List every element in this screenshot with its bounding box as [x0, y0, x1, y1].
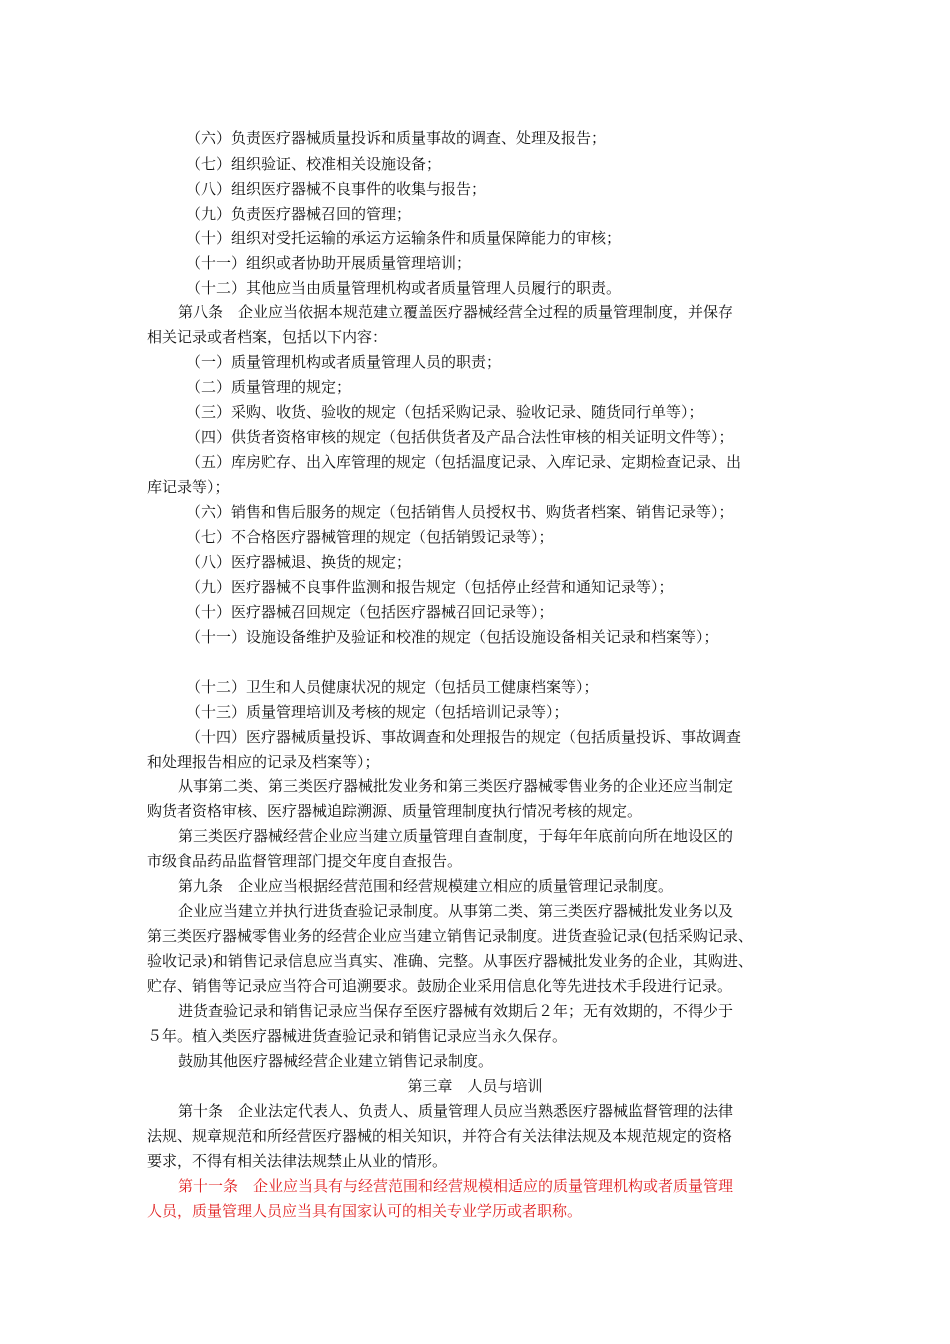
text-line: 法规、规章规范和所经营医疗器械的相关知识，并符合有关法律法规及本规范规定的资格 [147, 1127, 733, 1145]
list-item: （六）销售和售后服务的规定（包括销售人员授权书、购货者档案、销售记录等）； [186, 503, 734, 521]
text-line: ５年。植入类医疗器械进货查验记录和销售记录应当永久保存。 [147, 1027, 568, 1045]
paragraph-line: 进货查验记录和销售记录应当保存至医疗器械有效期后２年；无有效期的，不得少于 [178, 1002, 734, 1020]
text-line: （十）组织对受托运输的承运方运输条件和质量保障能力的审核； [186, 229, 622, 247]
list-item: （四）供货者资格审核的规定（包括供货者及产品合法性审核的相关证明文件等）； [186, 428, 734, 446]
article-heading-10: 第十条 企业法定代表人、负责人、质量管理人员应当熟悉医疗器械监督管理的法律 [178, 1102, 734, 1120]
paragraph-line: 第三类医疗器械经营企业应当建立质量管理自查制度，于每年年底前向所在地设区的 [178, 827, 734, 845]
list-item: （一）质量管理机构或者质量管理人员的职责； [186, 353, 502, 371]
text-line: 库记录等）； [147, 478, 230, 496]
list-item: （二）质量管理的规定； [186, 378, 352, 396]
list-item: （十）医疗器械召回规定（包括医疗器械召回记录等）； [186, 603, 554, 621]
text-line: 相关记录或者档案，包括以下内容： [147, 328, 388, 346]
text-line: 和处理报告相应的记录及档案等）； [147, 753, 380, 771]
text-line: （七）组织验证、校准相关设施设备； [186, 155, 442, 173]
list-item: （九）医疗器械不良事件监测和报告规定（包括停止经营和通知记录等）； [186, 578, 674, 596]
list-item: （十二）卫生和人员健康状况的规定（包括员工健康档案等）； [186, 678, 599, 696]
highlighted-text-line: 人员，质量管理人员应当具有国家认可的相关专业学历或者职称。 [147, 1202, 583, 1220]
list-item: （十一）设施设备维护及验证和校准的规定（包括设施设备相关记录和档案等）； [186, 628, 719, 646]
text-line: （九）负责医疗器械召回的管理； [186, 205, 412, 223]
text-line: （六）负责医疗器械质量投诉和质量事故的调查、处理及报告； [186, 129, 607, 147]
paragraph-line: 从事第二类、第三类医疗器械批发业务和第三类医疗器械零售业务的企业还应当制定 [178, 777, 734, 795]
article-heading-11-highlighted: 第十一条 企业应当具有与经营范围和经营规模相适应的质量管理机构或者质量管理 [178, 1177, 734, 1195]
paragraph-line: 企业应当建立并执行进货查验记录制度。从事第二类、第三类医疗器械批发业务以及 [178, 902, 734, 920]
text-line: （十二）其他应当由质量管理机构或者质量管理人员履行的职责。 [186, 279, 622, 297]
text-line: 购货者资格审核、医疗器械追踪溯源、质量管理制度执行情况考核的规定。 [147, 802, 643, 820]
text-line: 要求，不得有相关法律法规禁止从业的情形。 [147, 1152, 448, 1170]
chapter-title: 第三章 人员与培训 [407, 1077, 543, 1095]
list-item: （七）不合格医疗器械管理的规定（包括销毁记录等）； [186, 528, 554, 546]
paragraph-line: 鼓励其他医疗器械经营企业建立销售记录制度。 [178, 1052, 494, 1070]
text-line: 验收记录)和销售记录信息应当真实、准确、完整。从事医疗器械批发业务的企业，其购进、 [147, 952, 753, 970]
article-heading-8: 第八条 企业应当依据本规范建立覆盖医疗器械经营全过程的质量管理制度，并保存 [178, 303, 734, 321]
list-item: （八）医疗器械退、换货的规定； [186, 553, 412, 571]
text-line: 贮存、销售等记录应当符合可追溯要求。鼓励企业采用信息化等先进技术手段进行记录。 [147, 977, 733, 995]
list-item: （十四）医疗器械质量投诉、事故调查和处理报告的规定（包括质量投诉、事故调查 [186, 728, 742, 746]
list-item: （五）库房贮存、出入库管理的规定（包括温度记录、入库记录、定期检查记录、出 [186, 453, 742, 471]
text-line: （八）组织医疗器械不良事件的收集与报告； [186, 180, 487, 198]
list-item: （三）采购、收货、验收的规定（包括采购记录、验收记录、随货同行单等）； [186, 403, 704, 421]
text-line: 第三类医疗器械零售业务的经营企业应当建立销售记录制度。进货查验记录(包括采购记录、 [147, 927, 753, 945]
text-line: （十一）组织或者协助开展质量管理培训； [186, 254, 472, 272]
list-item: （十三）质量管理培训及考核的规定（包括培训记录等）； [186, 703, 569, 721]
article-heading-9: 第九条 企业应当根据经营范围和经营规模建立相应的质量管理记录制度。 [178, 877, 674, 895]
text-line: 市级食品药品监督管理部门提交年度自查报告。 [147, 852, 463, 870]
